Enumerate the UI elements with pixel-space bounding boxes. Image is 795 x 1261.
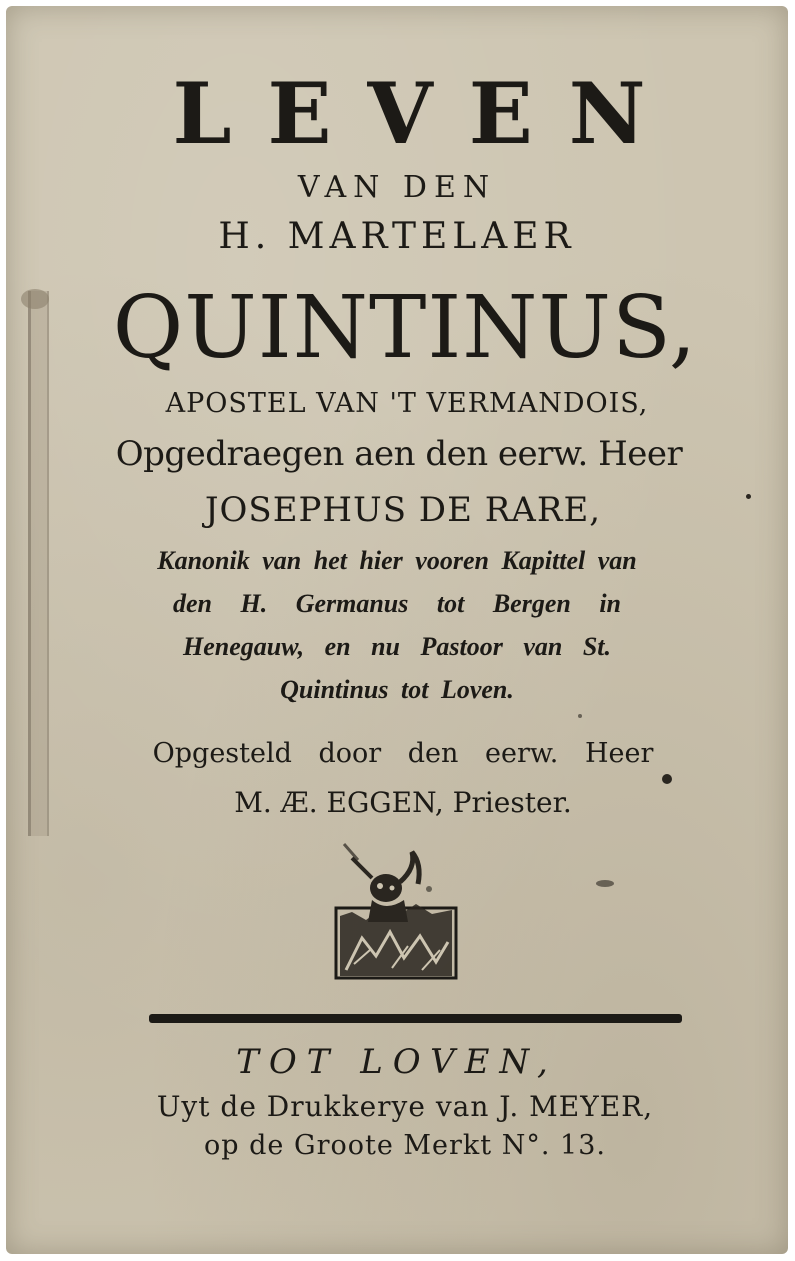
title-line-martelaer: H. MARTELAER [218, 216, 576, 257]
dedicatee-detail-line: den H. Germanus tot Bergen in [172, 589, 622, 618]
book-title-page [6, 6, 788, 1254]
ink-speck [596, 880, 614, 887]
dedicatee-detail-line: Henegauw, en nu Pastoor van St. [182, 632, 612, 661]
horizontal-rule [149, 1014, 682, 1023]
title-line-van-den: VAN DEN [297, 170, 497, 205]
imprint-address: op de Groote Merkt N°. 13. [204, 1130, 606, 1161]
ink-speck [662, 774, 672, 784]
dedicatee-name: JOSEPHUS DE RARE, [204, 490, 602, 530]
imprint-printer: Uyt de Drukkerye van J. MEYER, [156, 1090, 654, 1123]
dedicatee-detail-line: Quintinus tot Loven. [280, 675, 514, 704]
author-name: M. Æ. EGGEN, Priester. [234, 786, 572, 819]
subtitle: APOSTEL VAN 'T VERMANDOIS, [165, 388, 649, 419]
ink-speck [578, 714, 582, 718]
dedication-line: Opgedraegen aen den eerw. Heer [115, 434, 683, 474]
composed-by-line: Opgesteld door den eerw. Heer [152, 738, 654, 769]
printer-device-woodcut-icon [332, 838, 460, 980]
imprint-place: TOT LOVEN, [236, 1042, 558, 1082]
dedicatee-detail-line: Kanonik van het hier vooren Kapittel van [157, 546, 637, 575]
book-title: LEVEN [172, 64, 682, 163]
saint-name: QUINTINUS, [112, 278, 698, 378]
ink-speck [426, 886, 432, 892]
ink-speck [746, 494, 751, 499]
